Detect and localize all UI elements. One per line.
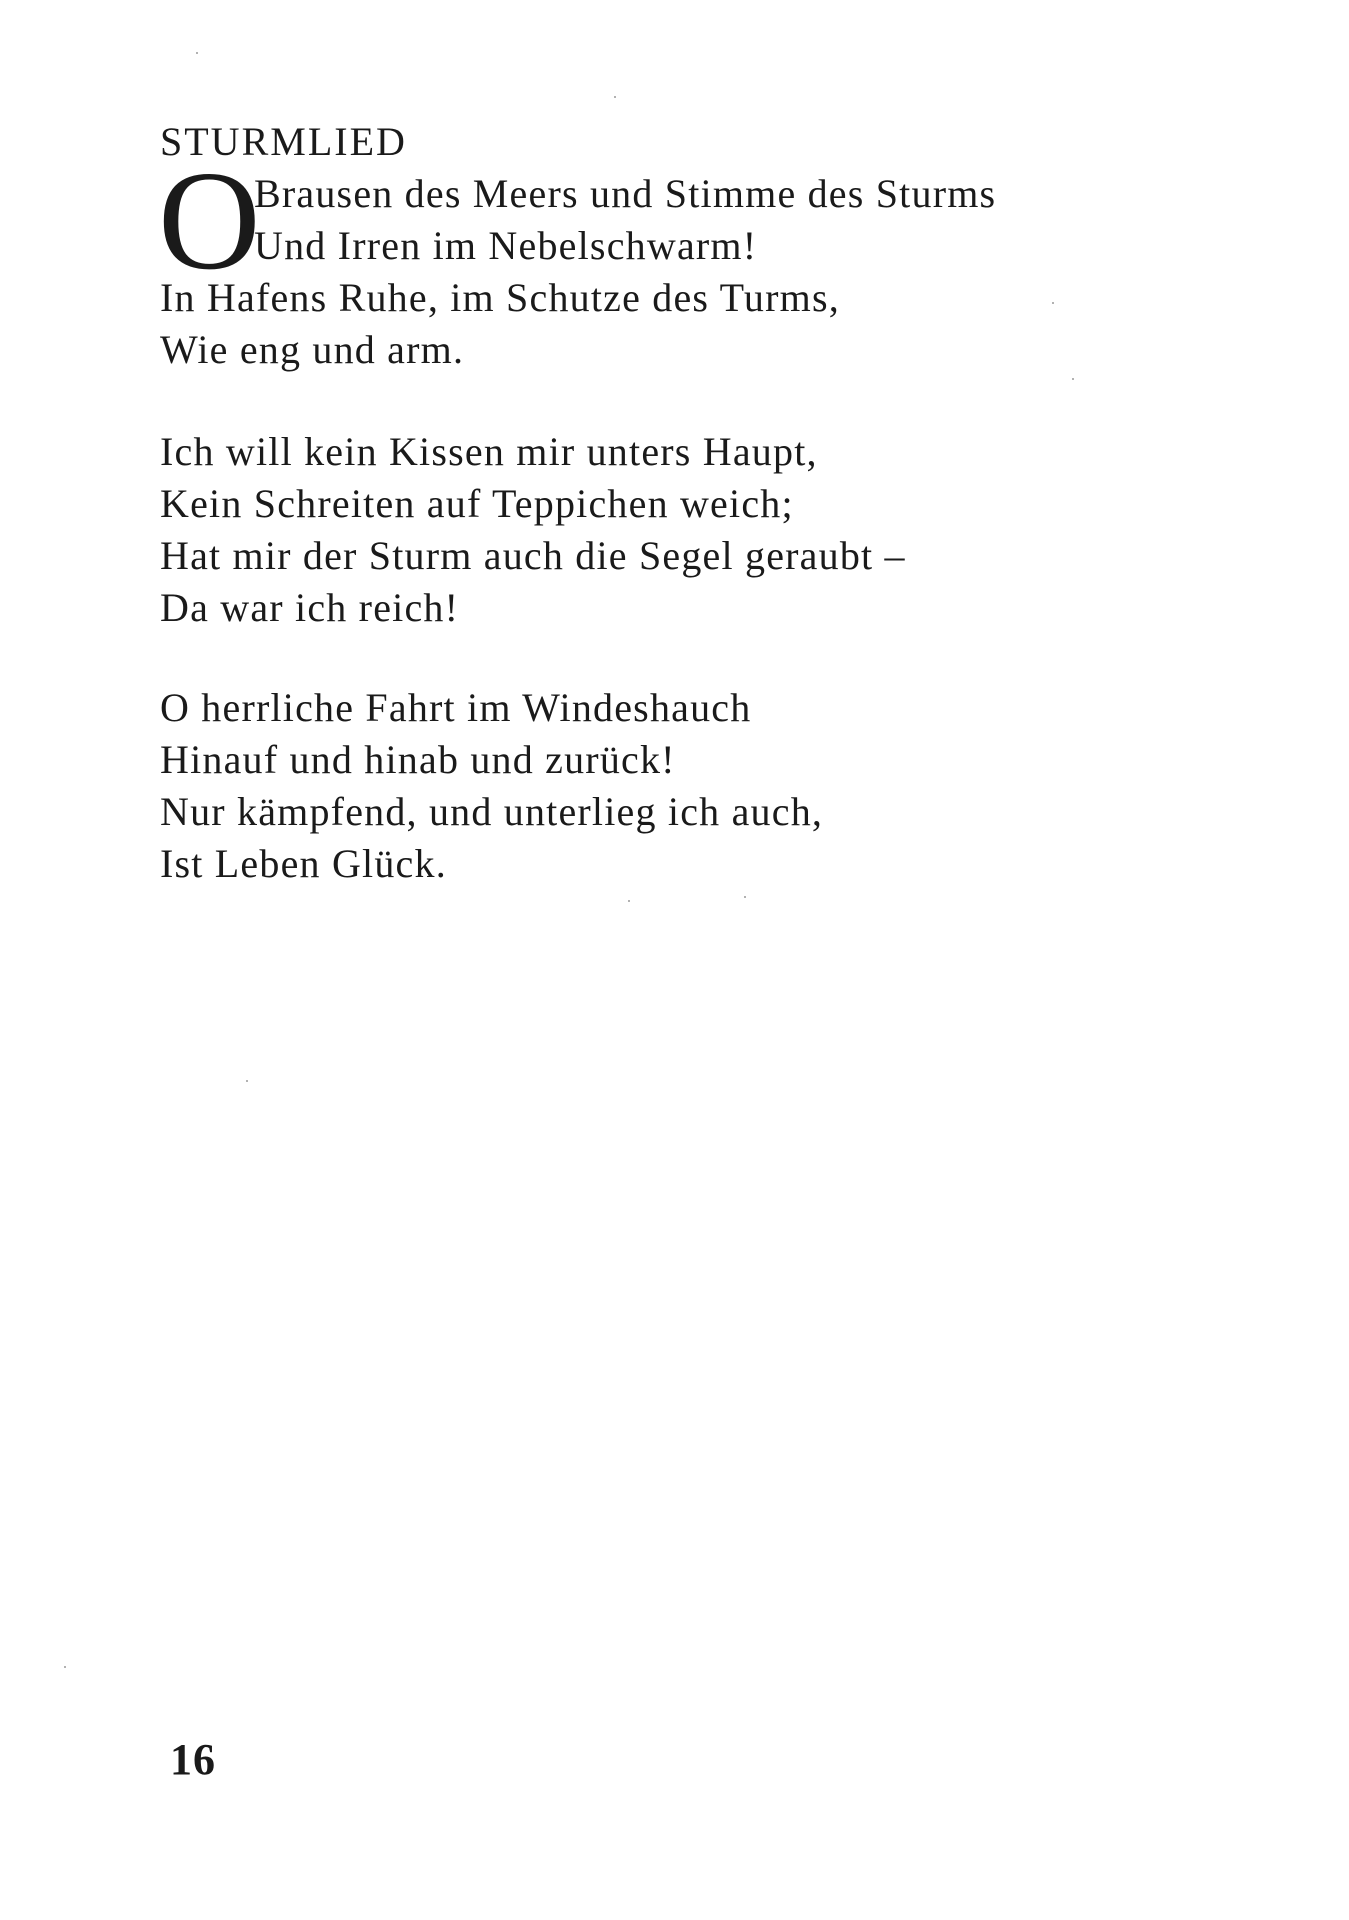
scan-speck xyxy=(1052,302,1054,304)
verse-line: Und Irren im Nebelschwarm! xyxy=(254,223,758,268)
poem-title: STURMLIED xyxy=(160,119,407,164)
verse-line: Hinauf und hinab und zurück! xyxy=(160,737,676,782)
stanza-3 xyxy=(160,682,823,890)
verse-line: Kein Schreiten auf Teppichen weich; xyxy=(160,481,794,526)
stanza-2 xyxy=(160,426,906,634)
scan-speck xyxy=(744,896,746,898)
scan-speck xyxy=(64,1666,66,1668)
verse-line: Brausen des Meers und Stimme des Sturms xyxy=(254,171,997,216)
scan-speck xyxy=(1072,378,1074,380)
verse-line: Nur kämpfend, und unterlieg ich auch, xyxy=(160,789,824,834)
drop-cap: O xyxy=(158,141,261,299)
verse-line: Hat mir der Sturm auch die Segel geraubt – xyxy=(160,533,906,578)
scan-speck xyxy=(628,900,630,902)
verse-line: Da war ich reich! xyxy=(160,585,460,630)
verse-line: Wie eng und arm. xyxy=(160,327,465,372)
scan-speck xyxy=(246,1080,248,1082)
scan-speck xyxy=(196,52,198,54)
verse-line: O herrliche Fahrt im Windeshauch xyxy=(160,685,752,730)
verse-line: In Hafens Ruhe, im Schutze des Turms, xyxy=(160,275,840,320)
verse-line: Ich will kein Kissen mir unters Haupt, xyxy=(160,429,818,474)
stanza-1 xyxy=(160,168,996,376)
page-number: 16 xyxy=(170,1735,216,1784)
scan-speck xyxy=(614,96,616,98)
verse-line: Ist Leben Glück. xyxy=(160,841,447,886)
